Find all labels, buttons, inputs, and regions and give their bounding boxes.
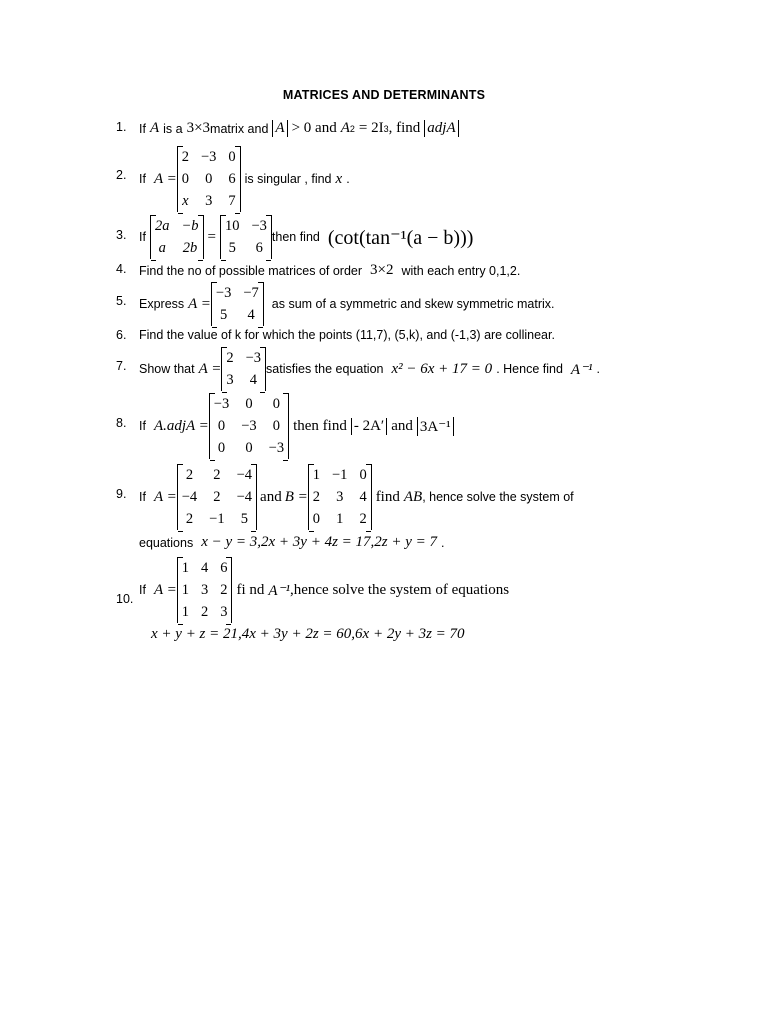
text: with each entry 0,1,2. <box>401 263 521 278</box>
text: satisfies the equation <box>266 362 384 376</box>
text: as sum of a symmetric and skew symmetric matrix. <box>271 297 555 311</box>
math: A = <box>153 488 177 505</box>
question-number: 5. <box>116 294 127 308</box>
question-number: 7. <box>116 359 127 373</box>
text: fi nd <box>236 581 265 598</box>
page-title: MATRICES AND DETERMINANTS <box>282 88 486 102</box>
matrix: 2a −b a 2b <box>150 215 204 259</box>
text: , hence solve the system of <box>422 490 574 504</box>
math: (cot(tan⁻¹(a − b))) <box>327 226 474 249</box>
math: 3×2 <box>370 262 394 278</box>
worksheet-page: MATRICES AND DETERMINANTS 1. If A is a 3×3 matrix and A > 0 and A 2 = 2I 3 , find adjA 2. If A = 2 −3 0 0 0 6 x 3 7 is singular , find x . 3. If 2a −b a 2b = 10 −3 5 6 then find (cot(tan⁻¹(a − b))) 4. Find the no of possible matrices of order 3×2 with each entry 0,1,2. 5. Express A = −3 −7 5 4 as sum of a symmetric and skew symmetric matrix. 6. Find the value of k for which the points (11,7), (5,k), and (-1,3) are collinear. 7. Show that A = 2 −3 3 4 satisfies the equation x² − 6x + 17 = 0 . Hence find A⁻¹ . 8. If A.adjA = −3 0 0 0 −3 0 0 0 −3 then find - 2A′ and 3A⁻¹ 9. If A = 2 2 −4 −4 2 −4 2 −1 5 and B = 1 −1 0 2 3 4 0 1 2 find AB , hence solve the system of equations x − y = 3,2x + 3y + 4z = 17,2z + y = 7 . 10. If A = 1 4 6 1 3 2 1 2 3 fi nd A⁻¹ ,hence solve the system of equations x + y + z = 21,4x + 3y + 2z = 60,6x + 2y + 3z = 70 <box>0 0 768 1024</box>
math: 3×3 <box>186 120 211 136</box>
matrix: 2 −3 0 0 0 6 x 3 7 <box>177 146 241 212</box>
text: If <box>139 419 146 433</box>
text: find <box>375 488 400 505</box>
math: > 0 and <box>291 120 337 136</box>
determinant: adjA <box>424 120 458 137</box>
matrix: 10 −3 5 6 <box>220 215 272 259</box>
text: and <box>260 488 282 505</box>
math: A <box>340 120 350 136</box>
math: A = <box>198 360 222 377</box>
math: x <box>335 170 343 187</box>
question-number: 1. <box>116 120 127 134</box>
text: If <box>139 230 146 244</box>
matrix: −3 −7 5 4 <box>211 282 264 326</box>
matrix-b: 1 −1 0 2 3 4 0 1 2 <box>308 464 372 530</box>
text: Show that <box>139 362 195 376</box>
text: If <box>139 583 146 597</box>
text: equations <box>139 535 194 550</box>
matrix: 1 4 6 1 3 2 1 2 3 <box>177 557 233 623</box>
text: is singular , find <box>244 172 332 186</box>
question-number: 2. <box>116 168 127 182</box>
math: A = <box>153 170 177 187</box>
text: matrix and <box>210 121 269 136</box>
text: is a <box>163 121 183 136</box>
math: A⁻¹ <box>570 361 593 378</box>
math: 3 <box>383 123 389 134</box>
text: then find <box>271 230 320 244</box>
math: AB <box>403 488 423 505</box>
text: If <box>139 172 146 186</box>
math: = 2I <box>358 120 384 136</box>
math: = <box>207 228 216 245</box>
text: Express <box>139 297 185 311</box>
question-number: 9. <box>116 487 127 501</box>
question-number: 6. <box>116 328 127 342</box>
math: A = <box>188 295 211 312</box>
text: . <box>346 172 350 186</box>
question-number: 4. <box>116 262 127 276</box>
matrix: 2 −3 3 4 <box>221 347 266 391</box>
text: . <box>596 362 600 376</box>
text: . Hence find <box>496 362 563 376</box>
text: and <box>391 417 413 434</box>
math: A <box>149 120 160 136</box>
text: . <box>441 535 445 550</box>
math: , find <box>388 120 421 136</box>
math: B = <box>284 488 308 505</box>
question-number: 10. <box>116 592 134 606</box>
text: If <box>139 121 146 136</box>
determinant: - 2A′ <box>351 418 387 435</box>
math: x − y = 3,2x + 3y + 4z = 17,2z + y = 7 <box>201 534 438 550</box>
determinant: A <box>272 120 287 137</box>
math: A = <box>153 581 177 598</box>
math: A.adjA = <box>153 417 209 434</box>
math: A⁻¹ <box>268 582 290 599</box>
matrix: −3 0 0 0 −3 0 0 0 −3 <box>209 393 289 459</box>
text: Find the value of k for which the points (11,7), (5,k), and (-1,3) are collinear. <box>139 328 555 342</box>
text: ,hence solve the system of equations <box>289 581 510 598</box>
question-number: 3. <box>116 228 127 242</box>
text: Find the no of possible matrices of order <box>139 263 363 278</box>
determinant: 3A⁻¹ <box>417 417 454 436</box>
question-number: 8. <box>116 416 127 430</box>
text: If <box>139 490 146 504</box>
math: x + y + z = 21,4x + 3y + 2z = 60,6x + 2y + 3z = 70 <box>151 626 465 642</box>
math: x² − 6x + 17 = 0 <box>391 360 493 377</box>
text: then find <box>293 417 347 434</box>
matrix-a: 2 2 −4 −4 2 −4 2 −1 5 <box>177 464 257 530</box>
